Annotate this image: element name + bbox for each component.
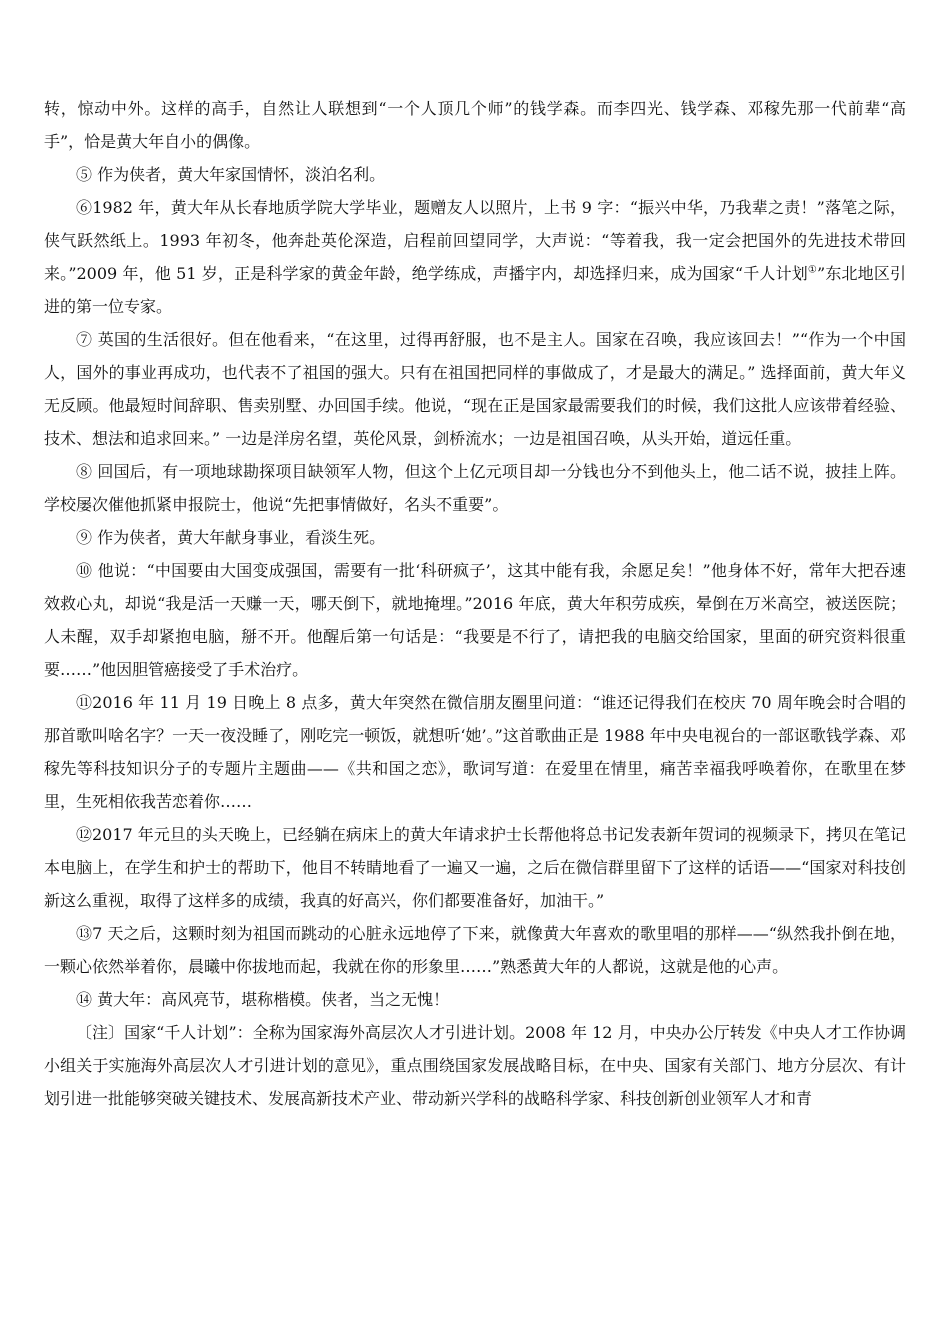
paragraph-7: ⑦ 英国的生活很好。但在他看来，“在这里，过得再舒服，也不是主人。国家在召唤，我应该回去！”“作为一个中国人，国外的事业再成功，也代表不了祖国的强大。只有在祖国把同样的事做成了，才是最大的满足。” 选择面前，黄大年义无反顾。他最短时间辞职、售卖别墅、办回国手续。他说，“现在正是国家最需要我们的时候，我们这批人应该带着经验、技术、想法和追求回来。” 一边是洋房名望，英伦风景，剑桥流水；一边是祖国召唤，从头开始，道远任重。: [44, 330, 906, 448]
paragraph-13: ⑬7 天之后，这颗时刻为祖国而跳动的心脏永远地停了下来，就像黄大年喜欢的歌里唱的那样——“纵然我扑倒在地，一颗心依然举着你，晨曦中你拔地而起，我就在你的形象里……”熟悉黄大年的人都说，这就是他的心声。: [44, 924, 906, 976]
paragraph-9: ⑨ 作为侠者，黄大年献身事业，看淡生死。: [76, 528, 386, 547]
paragraph-8: ⑧ 回国后，有一项地球勘探项目缺领军人物，但这个上亿元项目却一分钱也分不到他头上，他二话不说，披挂上阵。学校屡次催他抓紧申报院士，他说“先把事情做好，名头不重要”。: [44, 462, 906, 514]
paragraph-14: ⑭ 黄大年：高风亮节，堪称楷模。侠者，当之无愧！: [76, 990, 450, 1009]
paragraph-6-text-after: ”东北地区引进的第一位专家。: [44, 264, 906, 316]
paragraph-6: [44, 191, 906, 323]
paragraph-5: ⑤ 作为侠者，黄大年家国情怀，淡泊名利。: [76, 165, 386, 184]
paragraph-6-text-before: ⑥1982 年，黄大年从长春地质学院大学毕业，题赠友人以照片，上书 9 字：“振兴中华，乃我辈之责！”落笔之际，侠气跃然纸上。1993 年初冬，他奔赴英伦深造，启程前回望同学，大声说：“等着我，我一定会把国外的先进技术带回来。”2009 年，他 51 岁，正是科学家的黄金年龄，绝学练成，声播宇内，却选择归来，成为国家“千人计划: [44, 198, 906, 283]
footnote-paragraph: 〔注〕国家“千人计划”：全称为国家海外高层次人才引进计划。2008 年 12 月，中央办公厅转发《中央人才工作协调小组关于实施海外高层次人才引进计划的意见》，重点围绕国家发展战略目标，在中央、国家有关部门、地方分层次、有计划引进一批能够突破关键技术、发展高新技术产业、带动新兴学科的战略科学家、科技创新创业领军人才和青: [44, 1023, 906, 1108]
paragraph-12: ⑫2017 年元旦的头天晚上，已经躺在病床上的黄大年请求护士长帮他将总书记发表新年贺词的视频录下，拷贝在笔记本电脑上，在学生和护士的帮助下，他目不转睛地看了一遍又一遍，之后在微信群里留下了这样的话语——“国家对科技创新这么重视，取得了这样多的成绩，我真的好高兴，你们都要准备好，加油干。”: [44, 825, 906, 910]
footnote-marker: ①: [807, 264, 818, 276]
paragraph-continuation: 转，惊动中外。这样的高手，自然让人联想到“一个人顶几个师”的钱学森。而李四光、钱学森、邓稼先那一代前辈“高手”，恰是黄大年自小的偶像。: [44, 99, 906, 151]
paragraph-11: ⑪2016 年 11 月 19 日晚上 8 点多，黄大年突然在微信朋友圈里问道：“谁还记得我们在校庆 70 周年晚会时合唱的那首歌叫啥名字？一天一夜没睡了，刚吃完一顿饭，就想听‘她’。”这首歌曲正是 1988 年中央电视台的一部讴歌钱学森、邓稼先等科技知识分子的专题片主题曲——《共和国之恋》，歌词写道：在爱里在情里，痛苦幸福我呼唤着你，在歌里在梦里，生死相依我苦恋着你……: [44, 693, 906, 811]
paragraph-10: ⑩ 他说：“中国要由大国变成强国，需要有一批‘科研疯子’，这其中能有我，余愿足矣！”他身体不好，常年大把吞速效救心丸，却说“我是活一天赚一天，哪天倒下，就地掩埋。”2016 年底，黄大年积劳成疾，晕倒在万米高空，被送医院；人未醒，双手却紧抱电脑，掰不开。他醒后第一句话是：“我要是不行了，请把我的电脑交给国家，里面的研究资料很重要……”他因胆管癌接受了手术治疗。: [44, 561, 906, 679]
